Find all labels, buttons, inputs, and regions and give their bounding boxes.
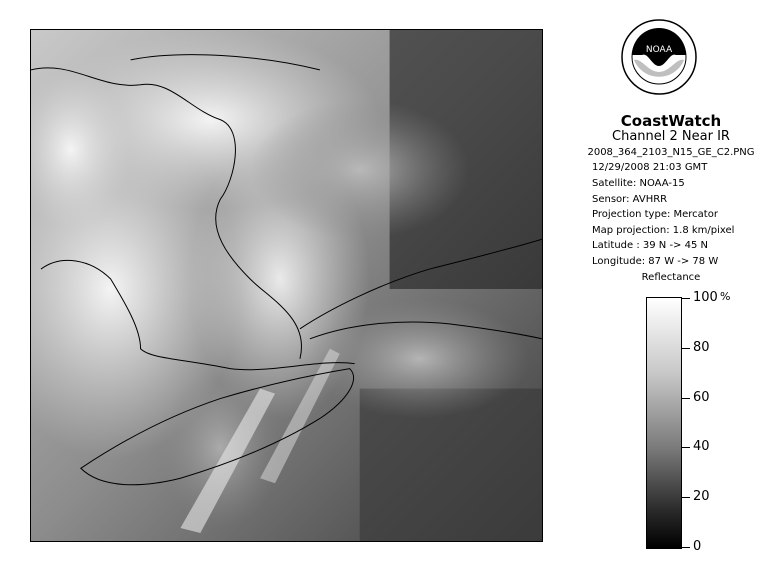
noaa-logo — [620, 18, 698, 96]
scale-tick-label: 0 — [693, 539, 702, 554]
logo-text: NOAA — [645, 45, 673, 55]
scale-tick — [682, 447, 690, 448]
map-projection-label: Map projection: 1.8 km/pixel — [592, 225, 735, 236]
latitude-label: Latitude : 39 N -> 45 N — [592, 240, 708, 251]
scale-tick — [682, 348, 690, 349]
sensor-label: Sensor: AVHRR — [592, 194, 668, 205]
scale-tick — [682, 497, 690, 498]
datetime-label: 12/29/2008 21:03 GMT — [592, 162, 708, 173]
scale-tick-label: 40 — [693, 439, 710, 455]
channel-label: Channel 2 Near IR — [612, 129, 730, 144]
longitude-label: Longitude: 87 W -> 78 W — [592, 256, 719, 267]
unit-label: % — [720, 290, 731, 303]
satellite-image-map — [30, 29, 543, 542]
scale-tick — [682, 547, 690, 548]
scale-tick — [682, 398, 690, 399]
scale-tick-label: 20 — [693, 489, 710, 505]
filename-label: 2008_364_2103_N15_GE_C2.PNG — [587, 147, 755, 158]
scale-tick — [682, 298, 690, 299]
product-title: CoastWatch — [620, 112, 722, 130]
reflectance-color-scale — [646, 297, 682, 549]
scale-tick-label: 60 — [693, 389, 710, 405]
scale-tick-label: 80 — [693, 339, 710, 355]
scale-tick-label: 100 — [693, 290, 718, 305]
projection-type-label: Projection type: Mercator — [592, 209, 718, 220]
reflectance-label: Reflectance — [641, 272, 701, 283]
satellite-label: Satellite: NOAA-15 — [592, 178, 685, 189]
